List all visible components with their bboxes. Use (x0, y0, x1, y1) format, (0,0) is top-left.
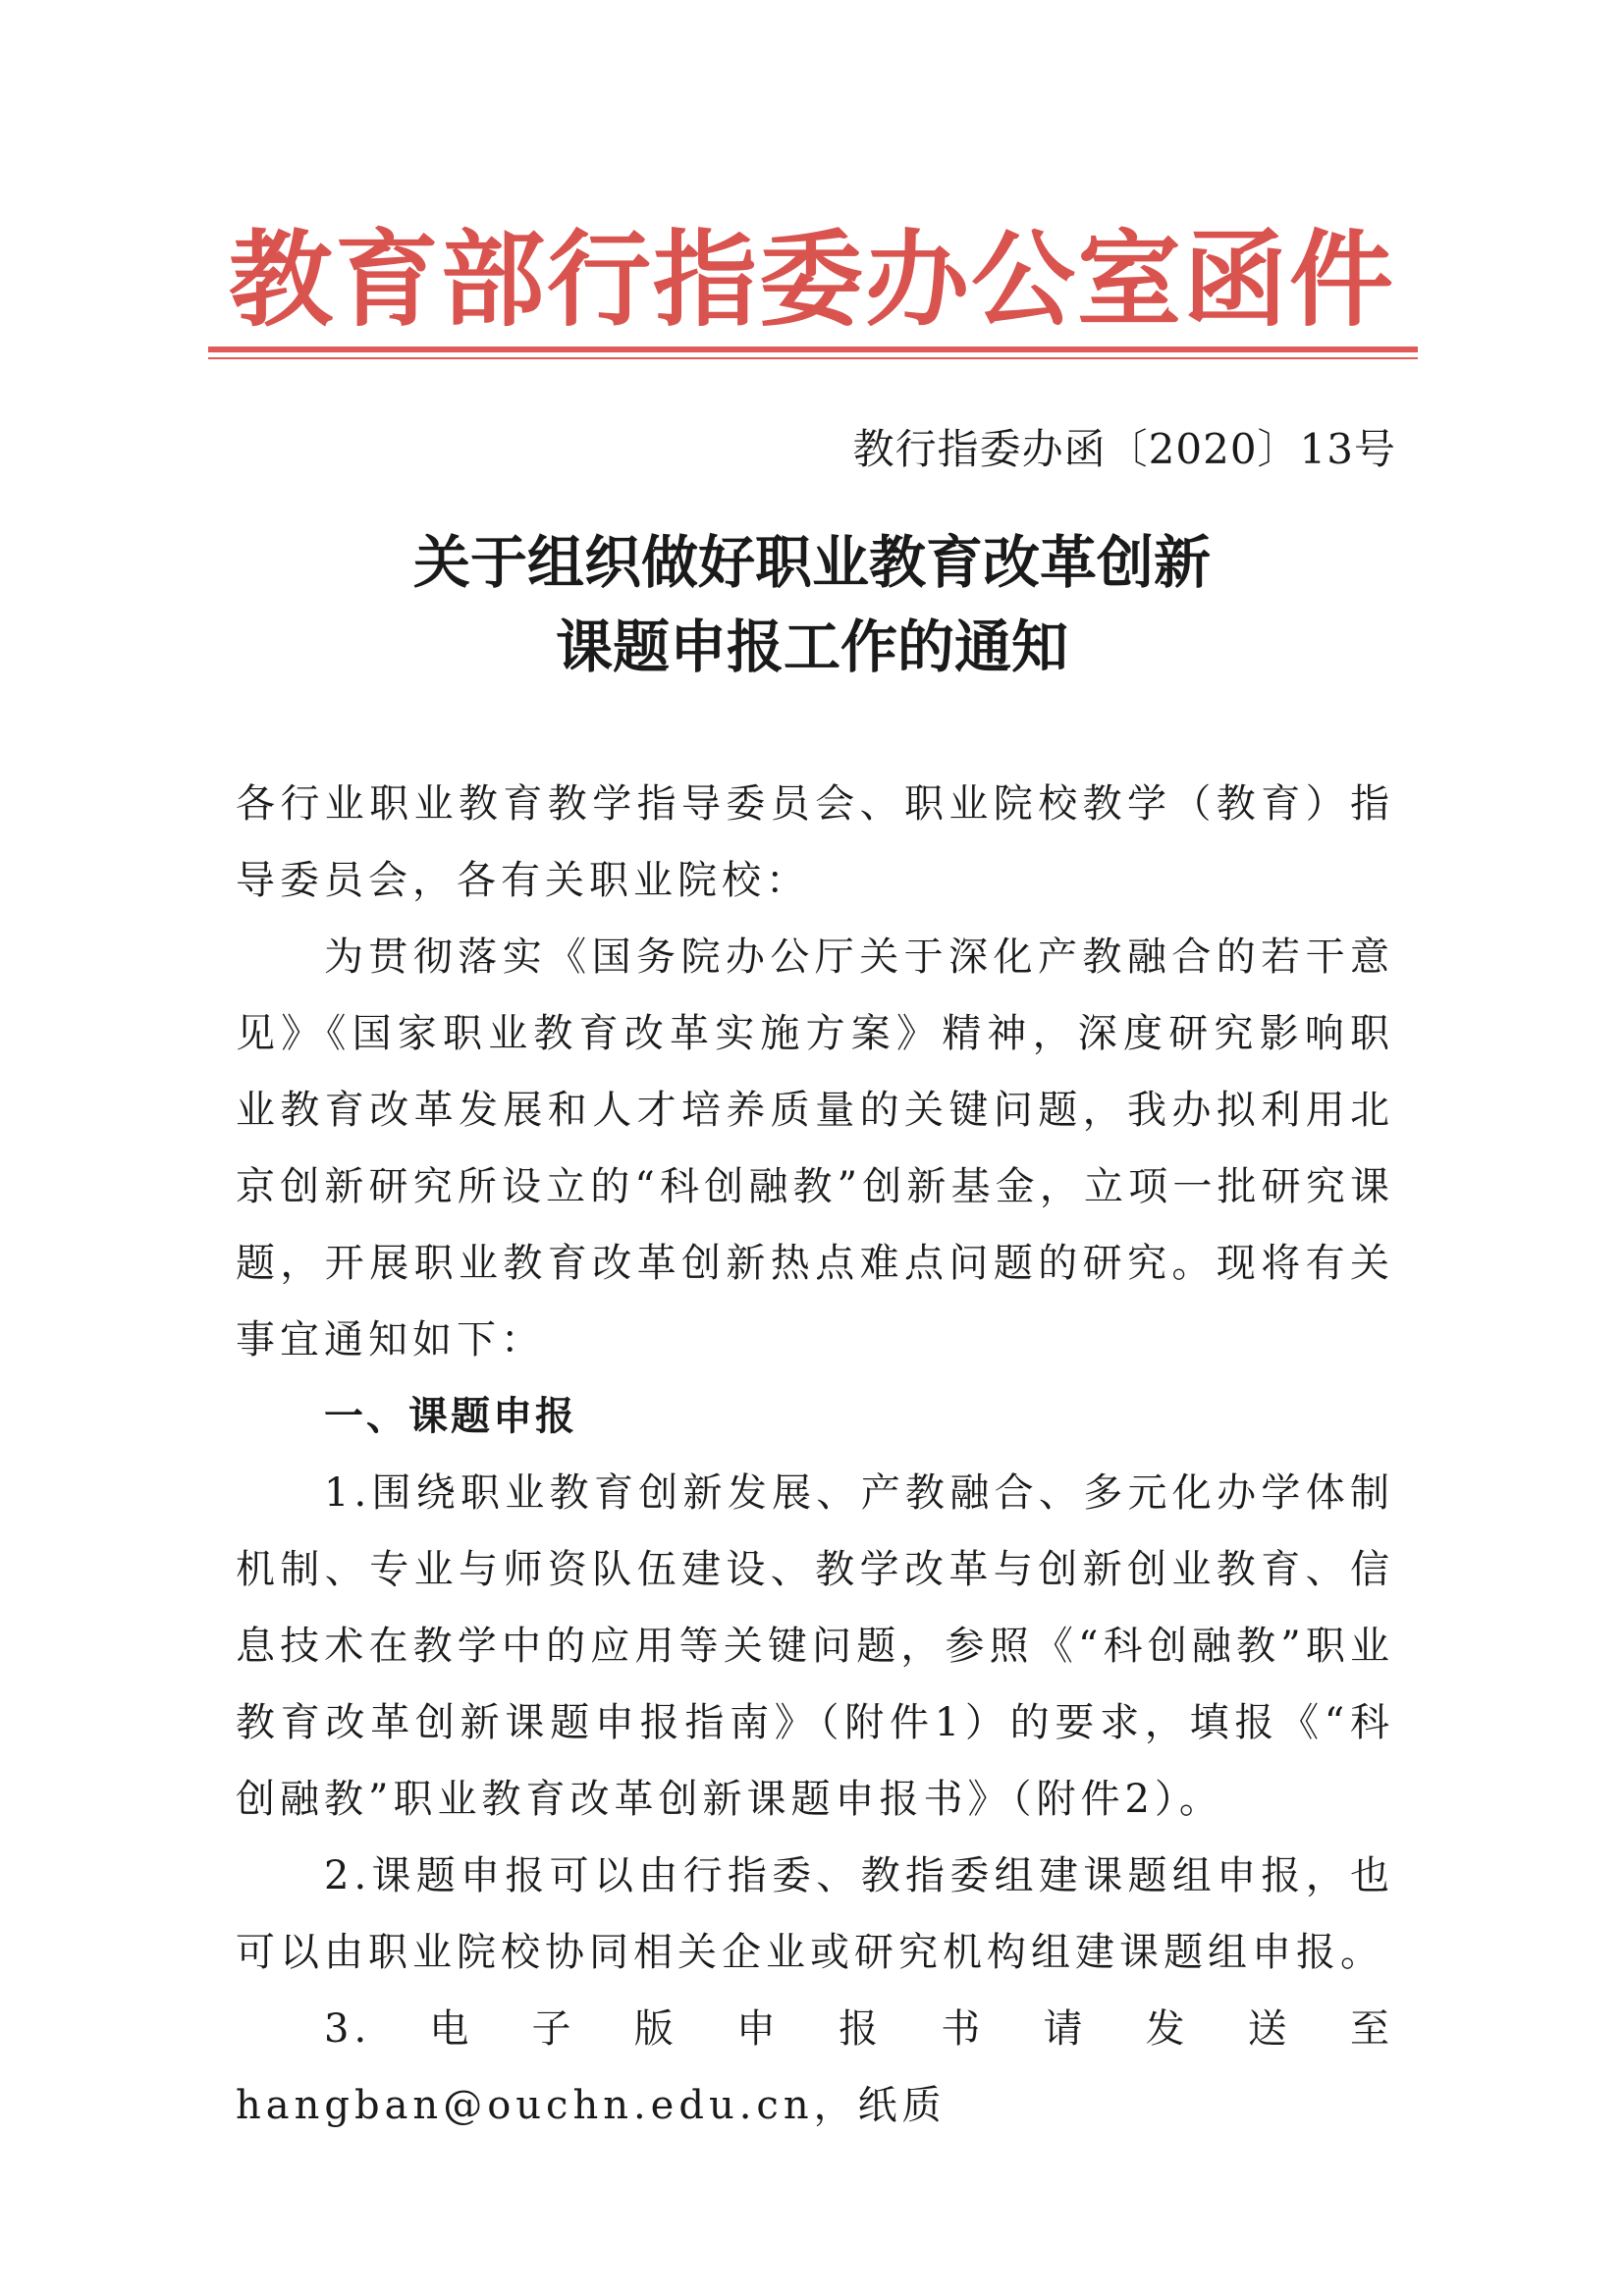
document-title-line-2: 课题申报工作的通知 (555, 614, 1068, 680)
letterhead-rule-thick (208, 347, 1418, 352)
letterhead-title: 教育部行指委办公室函件 (229, 220, 1395, 341)
addressee-paragraph: 各行业职业教育教学指导委员会、职业院校教学（教育）指导委员会，各有关职业院校： (236, 781, 1394, 903)
letterhead-rule-thin (208, 357, 1418, 359)
document-title-line-1: 关于组织做好职业教育改革创新 (412, 529, 1211, 596)
document-body (236, 766, 1394, 2144)
document-number: 教行指委办函〔2020〕13号 (852, 425, 1396, 473)
list-item-2: 2.课题申报可以由行指委、教指委组建课题组申报，也可以由职业院校协同相关企业或研究机构组建课题组申报。 (236, 1853, 1394, 1975)
list-item-1: 1.围绕职业教育创新发展、产教融合、多元化办学体制机制、专业与师资队伍建设、教学改革与创新创业教育、信息技术在教学中的应用等关键问题，参照《“科创融教”职业教育改革创新课题申报指南》（附件1）的要求，填报《“科创融教”职业教育改革创新课题申报书》（附件2）。 (236, 1470, 1394, 1822)
document-title (208, 520, 1416, 689)
section-heading-1: 一、课题申报 (324, 1394, 577, 1439)
list-item-3: 3.电子版申报书请发送至hangban@ouchn.edu.cn，纸质 (236, 2006, 1394, 2128)
intro-paragraph: 为贯彻落实《国务院办公厅关于深化产教融合的若干意见》《国家职业教育改革实施方案》精神，深度研究影响职业教育改革发展和人才培养质量的关键问题，我办拟利用北京创新研究所设立的“科创融教”创新基金，立项一批研究课题，开展职业教育改革创新热点难点问题的研究。现将有关事宜通知如下： (236, 934, 1394, 1362)
